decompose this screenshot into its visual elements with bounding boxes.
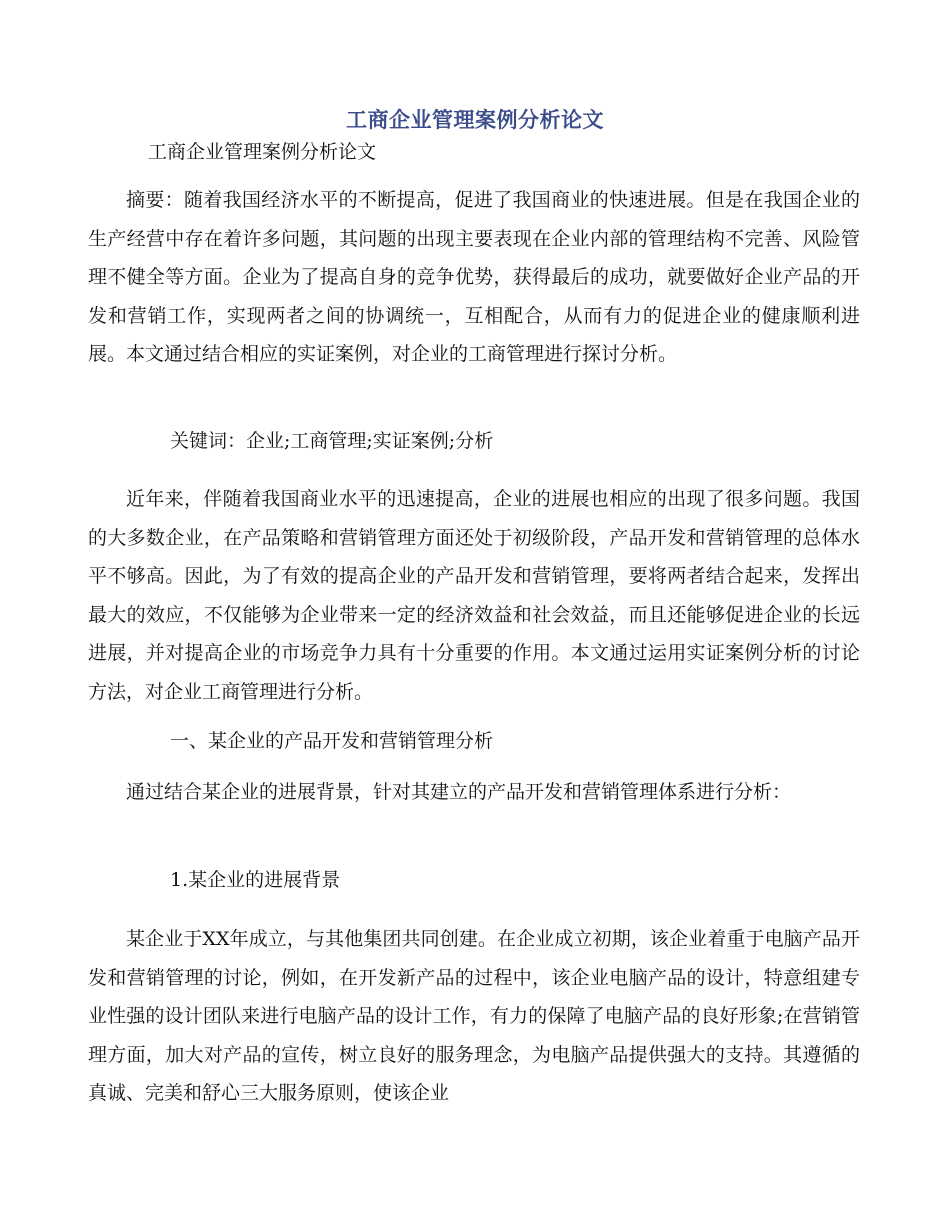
section-heading: 一、某企业的产品开发和营销管理分析 [170, 730, 494, 752]
subsection-heading: 1.某企业的进展背景 [170, 869, 341, 891]
keywords-line: 关键词：企业;工商管理;实证案例;分析 [170, 430, 494, 452]
document-title: 工商企业管理案例分析论文 [346, 107, 604, 132]
document-subtitle: 工商企业管理案例分析论文 [148, 141, 377, 163]
subsection-paragraph: 某企业于XX年成立，与其他集团共同创建。在企业成立初期，该企业着重于电脑产品开发和营销管理的讨论，例如，在开发新产品的过程中，该企业电脑产品的设计，特意组建专业性强的设计团队来进行电脑产品的设计工作，有力的保障了电脑产品的良好形象;在营销管理方面，加大对产品的宣传，树立良好的服务理念，为电脑产品提供强大的支持。其遵循的真诚、完美和舒心三大服务原则，使该企业 [88, 928, 860, 1104]
section-paragraph: 通过结合某企业的进展背景，针对其建立的产品开发和营销管理体系进行分析： [126, 781, 792, 803]
abstract-paragraph: 摘要：随着我国经济水平的不断提高，促进了我国商业的快速进展。但是在我国企业的生产经营中存在着许多问题，其问题的出现主要表现在企业内部的管理结构不完善、风险管理不健全等方面。企业为了提高自身的竞争优势，获得最后的成功，就要做好企业产品的开发和营销工作，实现两者之间的协调统一，互相配合，从而有力的促进企业的健康顺利进展。本文通过结合相应的实证案例，对企业的工商管理进行探讨分析。 [88, 189, 860, 365]
intro-paragraph: 近年来，伴随着我国商业水平的迅速提高，企业的进展也相应的出现了很多问题。我国的大多数企业，在产品策略和营销管理方面还处于初级阶段，产品开发和营销管理的总体水平不够高。因此，为了有效的提高企业的产品开发和营销管理，要将两者结合起来，发挥出最大的效应，不仅能够为企业带来一定的经济效益和社会效益，而且还能够促进企业的长远进展，并对提高企业的市场竞争力具有十分重要的作用。本文通过运用实证案例分析的讨论方法，对企业工商管理进行分析。 [88, 488, 860, 703]
